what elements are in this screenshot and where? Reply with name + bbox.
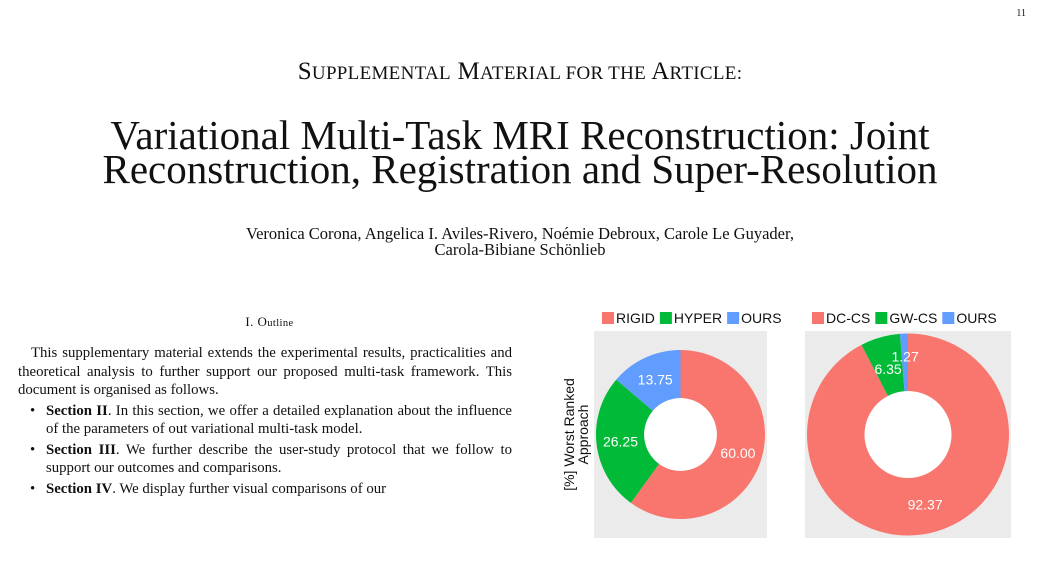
legend-swatch [942,312,954,324]
list-item: • Section IV. We display further visual comparisons of our [30,480,387,497]
slice-label: 26.25 [602,433,639,450]
legend-label: OURS [741,310,782,326]
ylabel-line-2: Approach [575,404,591,465]
legend-swatch [602,312,614,324]
slice-label: 60.00 [720,445,756,462]
legend-label: OURS [956,310,997,326]
chart-ylabel [561,378,591,491]
legend-label: RIGID [616,310,655,326]
slice-label: 13.75 [637,371,673,388]
legend-label: DC-CS [826,310,871,326]
legend-swatch [660,312,672,324]
legend-swatch [875,312,887,324]
legend-label: GW-CS [889,310,938,326]
legend-swatch [812,312,824,324]
paper-title [0,112,1040,192]
slice-label: 92.37 [907,496,943,513]
chart-legend-2 [812,310,997,326]
intro-paragraph: This supplementary material extends the experimental results, practicalities and theoretical analysis to further support our proposed multi-task framework. This document is organised as follows. [18,345,512,398]
legend-swatch [727,312,739,324]
ylabel-line-1: [%] Worst Ranked [561,378,577,491]
authors-line-1: Veronica Corona, Angelica I. Aviles-Rivero, Noémie Debroux, Carole Le Guyader, [246,224,794,243]
list-item: • Section III. We further describe the user-study protocol that we follow to support our outcomes and comparisons. [30,441,512,476]
donut-chart-figure [558,306,1018,546]
donut-hole [644,398,717,471]
title-line-1: Variational Multi-Task MRI Reconstruction: Joint [110,112,930,158]
page-number: 11 [1016,8,1026,19]
legend-label: HYPER [673,310,723,326]
title-line-2: Reconstruction, Registration and Super-Resolution [102,146,938,192]
slice-label: 6.35 [874,361,902,378]
slice-label: 1.27 [891,348,919,365]
section-heading: I. Outline [245,314,294,329]
donut-hole [865,391,952,478]
supplemental-title: SUPPLEMENTAL MATERIAL FOR THE ARTICLE: [297,58,743,85]
authors-line-2: Carola-Bibiane Schönlieb [434,240,606,259]
outline-list [18,402,512,499]
chart-legend-1 [602,310,782,326]
donut-charts-svg [558,306,1018,546]
list-item: • Section II. In this section, we offer a detailed explanation about the influence of the parameters of out variational multi-task model. [30,402,512,437]
section-body [18,344,512,500]
authors [0,226,1040,258]
